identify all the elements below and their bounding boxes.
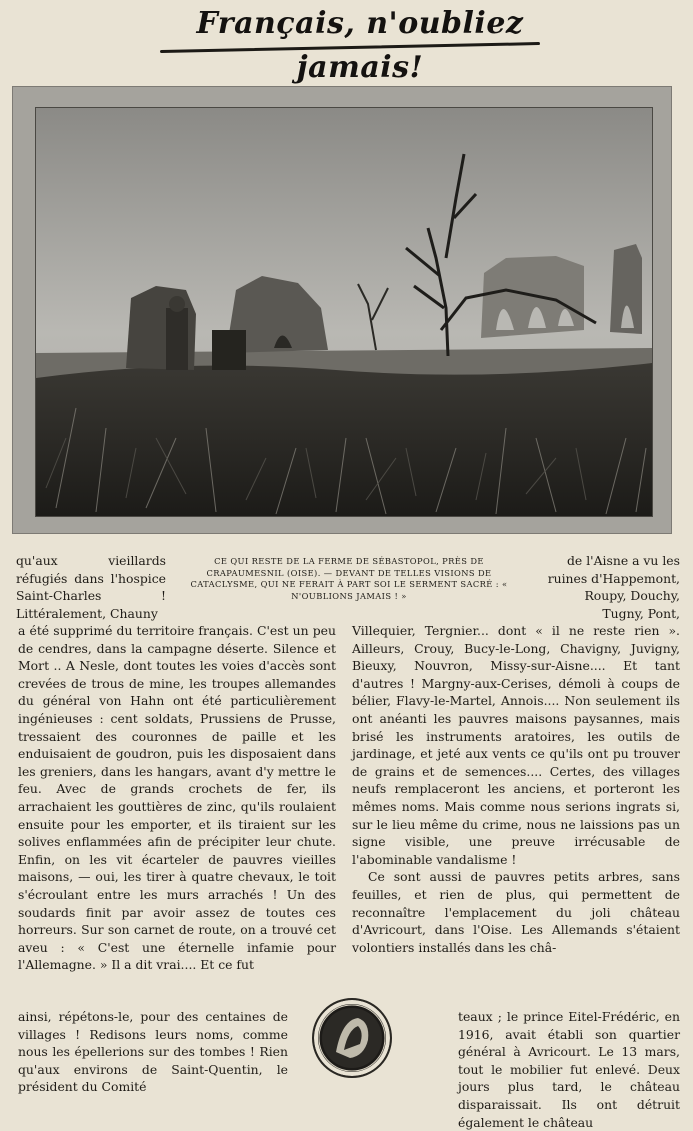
column-right-bottom [458, 1008, 680, 1131]
engraved-medallion-icon [312, 998, 392, 1078]
column-left-main [18, 622, 336, 974]
paragraph: de l'Aisne a vu les ruines d'Happemont, Roupy, Douchy, Tugny, Pont, [547, 553, 680, 621]
column-right-main [352, 622, 680, 956]
photo-caption: CE QUI RESTE DE LA FERME DE SÉBASTOPOL, PRÈS DE CRAPAUMESNIL (OISE). — DEVANT DE TELLES VISIONS DE CATACLYSME, QUI NE FERAIT À PART SOI LE SERMENT SACRÉ : « N'OUBLIONS JAMAIS ! » [190, 556, 508, 601]
paragraph: qu'aux vieillards réfugiés dans l'hospice Saint-Charles ! Littéralement, Chauny [16, 553, 166, 621]
paragraph: ainsi, répétons-le, pour des centaines de villages ! Redisons leurs noms, comme nous les épellerions sur des tombes ! Rien qu'aux environs de Saint-Quentin, le président du Comité [18, 1009, 288, 1095]
paragraph: Ce sont aussi de pauvres petits arbres, sans feuilles, et rien de plus, qui permettent de reconnaître l'emplacement du joli château d'Avricourt, dans l'Oise. Les Allemands s'étaient volontiers installés dans les châ- [352, 869, 680, 955]
paragraph: a été supprimé du territoire français. C'est un peu de cendres, dans la campagne déserte. Silence et Mort .. A Nesle, dont toutes les voies d'accès sont crevées de trous de mine, les troupes allemandes du général von Hahn ont été particulièrement ingénieuses : cent soldats, Prussiens de Prusse, tressaient des couronnes de paille et les enduisaient de goudron, puis les disposaient dans les greniers, dans les hangars, avant d'y mettre le feu. Avec de grands crochets de fer, ils arrachaient les gouttières de zinc, qu'ils roulaient ensuite pour les emporter, et ils tiraient sur les solives enflammées afin de précipiter leur chute. Enfin, on les vit écarteler de pauvres vieilles maisons, — oui, les tirer à quatre chevaux, le toit s'écroulant entre les murs arrachés ! Un des soudards finit par avoir assez de toutes ces horreurs. Sur son carnet de route, on a trouvé cet aveu : « C'est une éternelle infamie pour l'Allemagne. » Il a dit vrai.... Et ce fut [18, 623, 336, 973]
paragraph: teaux ; le prince Eitel-Frédéric, en 1916, avait établi son quartier général à Avricourt. Le 13 mars, tout le mobilier fut enlevé. Deux jours plus tard, le château disparaissait. Ils ont détruit également le château [458, 1009, 680, 1130]
column-left-top [16, 552, 166, 622]
ruined-farm-photo [35, 107, 653, 517]
photo-frame [12, 86, 672, 534]
column-left-bottom [18, 1008, 288, 1096]
medallion-engraving [314, 1000, 390, 1076]
column-right-top [540, 552, 680, 622]
headline: Français, n'oubliez jamais! [196, 6, 524, 85]
ruined-farm-illustration [36, 108, 652, 516]
paragraph: Villequier, Tergnier... dont « il ne reste rien ». Ailleurs, Crouy, Bucy-le-Long, Chavigny, Juvigny, Bieuxy, Nouvron, Missy-sur-Aisne.... Et tant d'autres ! Margny-aux-Cerises, démoli à coups de bélier, Flavy-le-Martel, Annois.... Non seulement ils ont anéanti les pauvres maisons paysannes, mais brisé les instruments aratoires, les outils de jardinage, et jeté aux vents ce qu'ils ont pu trouver de grains et de semences.... Certes, des villages neufs remplaceront les anciens, et porteront les mêmes noms. Mais comme nous serions ingrats si, sur le lieu même du crime, nous ne laissions pas un signe visible, une preuve irrécusable de l'abominable vandalisme ! [352, 623, 680, 867]
